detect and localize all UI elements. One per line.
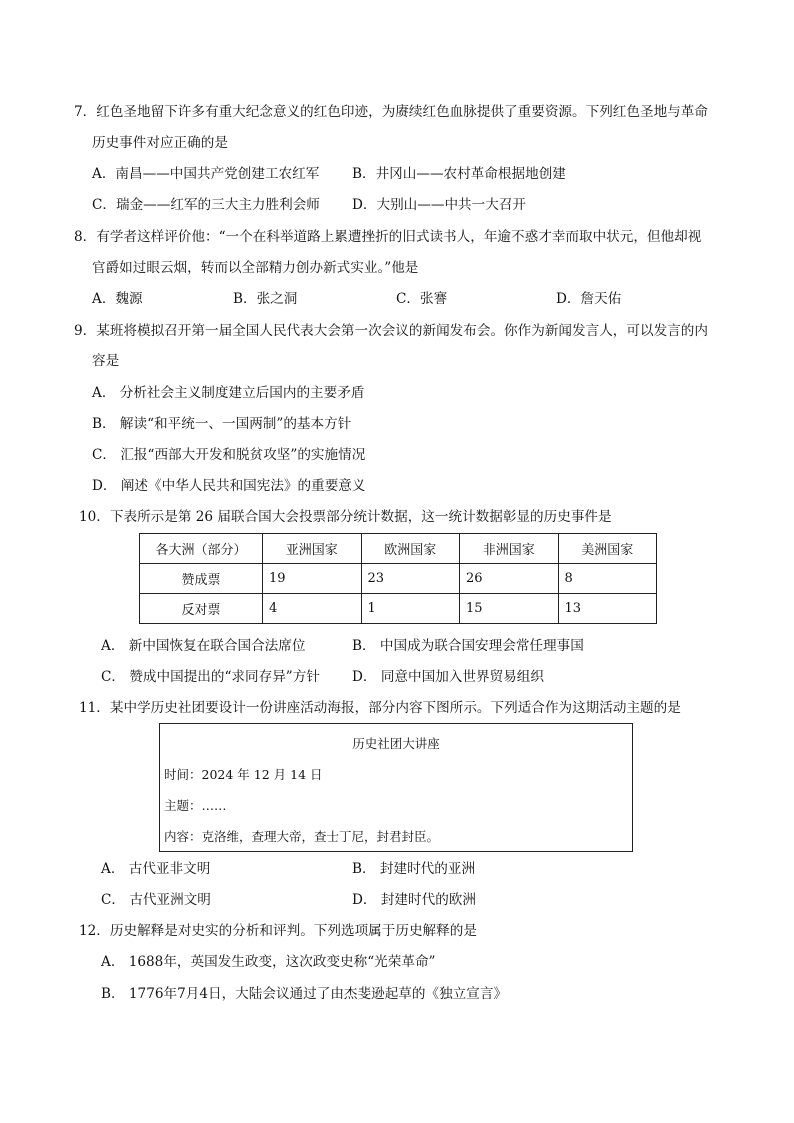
q10-option-a[interactable]: A． 新中国恢复在联合国合法席位 — [101, 638, 306, 654]
table-row — [140, 564, 657, 594]
table-cell: 19 — [263, 564, 362, 594]
q12-option-a[interactable]: A． 1688年，英国发生政变，这次政变史称“光荣革命” — [101, 954, 436, 970]
q7-stem-line2: 历史事件对应正确的是 — [92, 135, 228, 151]
table-header-cell: 非洲国家 — [460, 534, 559, 564]
q11-option-d[interactable]: D． 封建时代的欧洲 — [352, 892, 476, 908]
table-cell: 13 — [558, 594, 657, 624]
table-header-row — [140, 534, 657, 564]
q10-stem: 10．下表所示是第 26 届联合国大会投票部分统计数据，这一统计数据彰显的历史事件是 — [79, 509, 612, 525]
table-header-cell: 欧洲国家 — [361, 534, 460, 564]
q11-stem: 11．某中学历史社团要设计一份讲座活动海报，部分内容下图所示。下列适合作为这期活动主题的是 — [79, 700, 681, 716]
q8-option-b[interactable]: B．张之洞 — [233, 291, 298, 307]
q8-option-a[interactable]: A．魏源 — [92, 291, 143, 307]
q12-option-b[interactable]: B． 1776年7月4日，大陆会议通过了由杰斐逊起草的《独立宣言》 — [101, 986, 508, 1002]
table-header-cell: 美洲国家 — [558, 534, 657, 564]
q9-option-b[interactable]: B． 解读“和平统一、一国两制”的基本方针 — [92, 416, 352, 432]
poster-time: 时间：2024 年 12 月 14 日 — [164, 767, 323, 782]
q7-option-a[interactable]: A．南昌——中国共产党创建工农红军 — [92, 166, 320, 182]
q7-stem-line1: 7．红色圣地留下许多有重大纪念意义的红色印迹，为赓续红色血脉提供了重要资源。下列红色圣地与革命 — [74, 104, 708, 120]
table-cell: 4 — [263, 594, 362, 624]
table-cell: 1 — [361, 594, 460, 624]
table-row-label: 反对票 — [140, 594, 263, 624]
lecture-poster — [159, 723, 633, 852]
table-header-cell: 各大洲（部分） — [140, 534, 263, 564]
q12-stem: 12．历史解释是对史实的分析和评判。下列选项属于历史解释的是 — [79, 923, 477, 939]
q7-option-c[interactable]: C．瑞金——红军的三大主力胜利会师 — [92, 197, 320, 213]
q8-stem-line1: 8．有学者这样评价他：“一个在科举道路上累遭挫折的旧式读书人，年逾不惑才幸而取中状元，但他却视 — [74, 229, 702, 245]
table-header-cell: 亚洲国家 — [263, 534, 362, 564]
q9-option-d[interactable]: D． 阐述《中华人民共和国宪法》的重要意义 — [92, 478, 366, 494]
table-cell: 26 — [460, 564, 559, 594]
poster-title: 历史社团大讲座 — [352, 736, 440, 751]
q8-option-c[interactable]: C．张謇 — [396, 291, 448, 307]
q8-stem-line2: 官爵如过眼云烟，转而以全部精力创办新式实业。”他是 — [92, 260, 419, 276]
q8-option-d[interactable]: D．詹天佑 — [556, 291, 622, 307]
q10-option-c[interactable]: C． 赞成中国提出的“求同存异”方针 — [101, 669, 320, 685]
poster-theme: 主题：…… — [164, 798, 227, 813]
q11-option-b[interactable]: B． 封建时代的亚洲 — [352, 861, 476, 877]
q10-option-b[interactable]: B． 中国成为联合国安理会常任理事国 — [352, 638, 584, 654]
poster-content: 内容：克洛维，查理大帝，查士丁尼，封君封臣。 — [164, 829, 440, 844]
q9-option-c[interactable]: C． 汇报“西部大开发和脱贫攻坚”的实施情况 — [92, 447, 366, 463]
q9-stem-line1: 9．某班将模拟召开第一届全国人民代表大会第一次会议的新闻发布会。你作为新闻发言人，可以发言的内 — [74, 323, 708, 339]
table-row-label: 赞成票 — [140, 564, 263, 594]
q9-option-a[interactable]: A． 分析社会主义制度建立后国内的主要矛盾 — [92, 385, 365, 401]
q7-option-d[interactable]: D．大别山——中共一大召开 — [352, 197, 527, 213]
table-cell: 23 — [361, 564, 460, 594]
table-cell: 15 — [460, 594, 559, 624]
q9-stem-line2: 容是 — [92, 353, 120, 369]
vote-statistics-table — [139, 533, 657, 624]
q11-option-c[interactable]: C． 古代亚洲文明 — [101, 892, 211, 908]
table-cell: 8 — [558, 564, 657, 594]
table-row — [140, 594, 657, 624]
q11-option-a[interactable]: A． 古代亚非文明 — [101, 861, 211, 877]
q10-option-d[interactable]: D． 同意中国加入世界贸易组织 — [352, 669, 544, 685]
q7-option-b[interactable]: B．井冈山——农村革命根据地创建 — [352, 166, 566, 182]
